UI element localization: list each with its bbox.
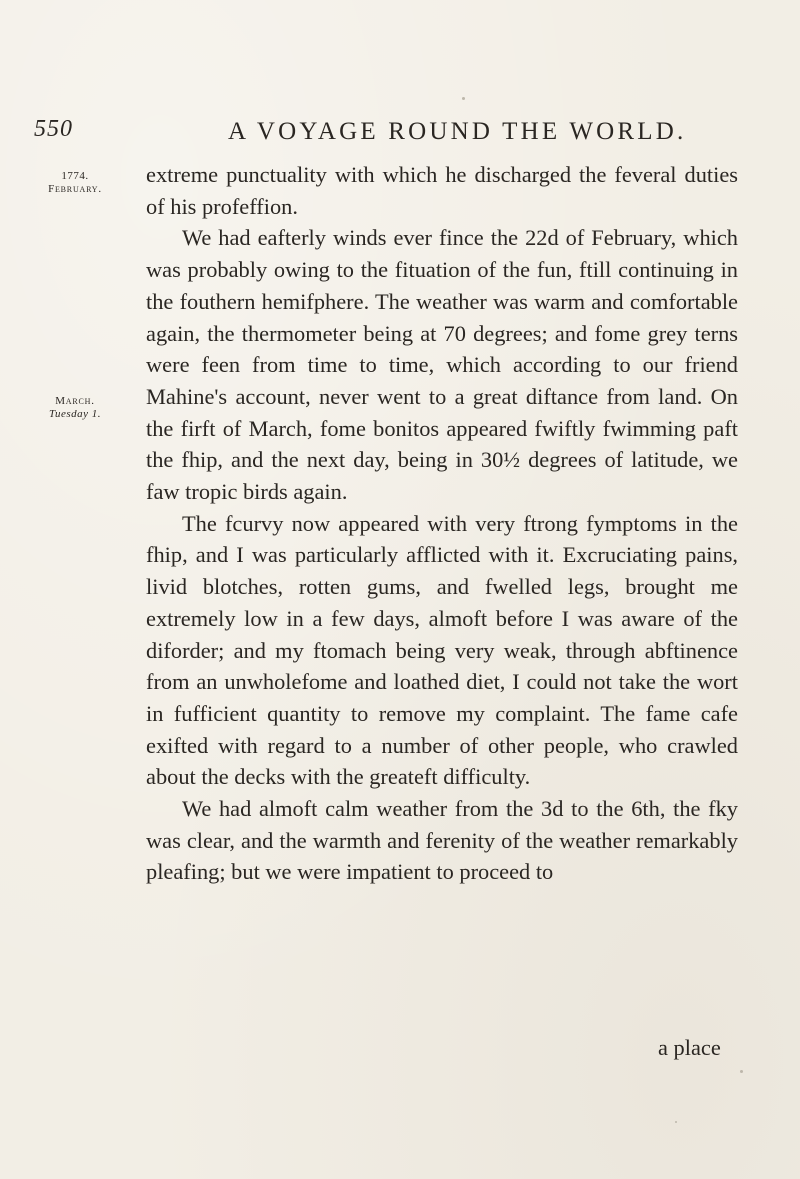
paragraph: We had almoft calm weather from the 3d to the 6th, the fky was clear, and the warmth and ferenity of the weather remarkably pleafing; but we were impatient to proceed to <box>146 796 738 885</box>
body-text <box>146 159 738 888</box>
paper-speck <box>462 97 465 100</box>
paper-speck <box>675 1121 677 1123</box>
paragraph: We had eafterly winds ever fince the 22d of February, which was probably owing to the fituation of the fun, ftill continuing in the fouthern hemifphere. The weather was warm and comfortable again, the thermometer being at 70 degrees; and fome grey terns were feen from time to time, which according to our friend Mahine's account, never went to a great diftance from land. On the firft of March, fome bonitos appeared fwiftly fwimming paft the fhip, and the next day, being in 30½ degrees of latitude, we faw tropic birds again. <box>146 225 738 505</box>
margin-month-march: March. <box>55 395 95 407</box>
margin-day: Tuesday 1. <box>48 408 102 420</box>
margin-note-march <box>30 395 120 421</box>
paper-speck <box>740 1070 743 1073</box>
margin-note-february <box>30 170 120 196</box>
paragraph: extreme punctuality with which he discharged the feveral duties of his profeffion. <box>146 162 738 219</box>
running-title: A VOYAGE ROUND THE WORLD. <box>228 118 687 145</box>
paragraph: The fcurvy now appeared with very ftrong fymptoms in the fhip, and I was particularly afflicted with it. Excruciating pains, livid blotches, rotten gums, and fwelled legs, brought me extremely low in a few days, almoft before I was aware of the diforder; and my ftomach being very weak, through abftinence from an unwholefome and loathed diet, I could not take the wort in fufficient quantity to remove my complaint. The fame cafe exifted with regard to a number of other people, who crawled about the decks with the greateft difficulty. <box>146 510 738 790</box>
margin-month-february: February. <box>48 183 102 195</box>
margin-year: 1774. <box>61 170 89 182</box>
catchword: a place <box>658 1035 721 1060</box>
page-number: 550 <box>34 116 73 142</box>
